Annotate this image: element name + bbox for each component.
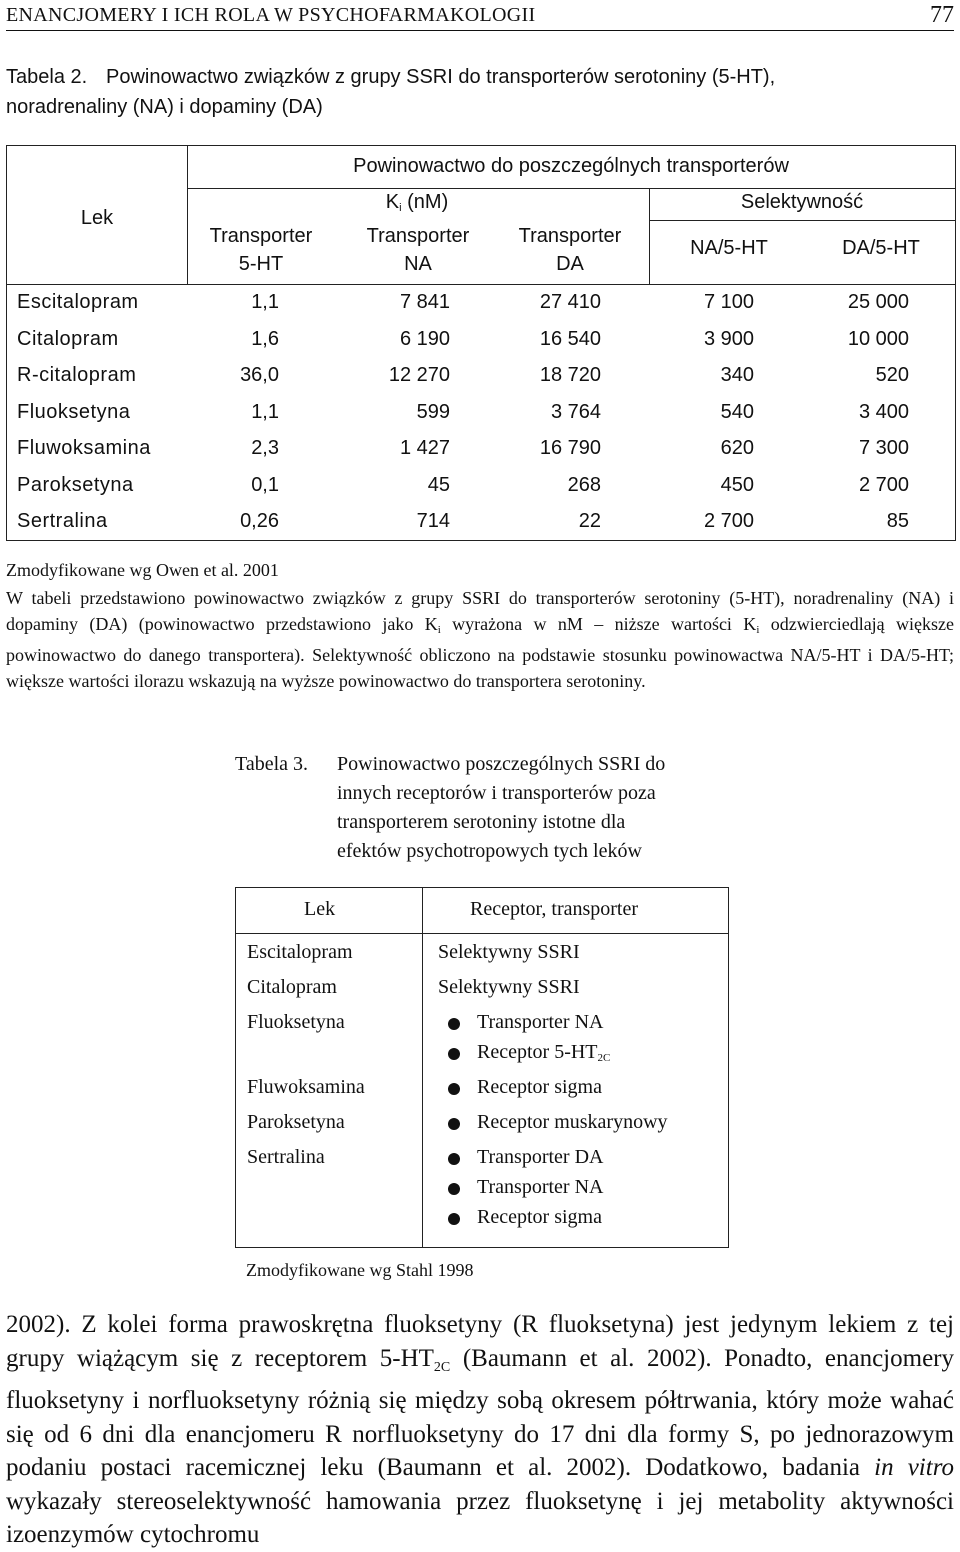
body-sub: 2C <box>433 1359 451 1375</box>
running-title: ENANCJOMERY I ICH ROLA W PSYCHOFARMAKOLOGII <box>6 4 536 26</box>
cell-5ht: 0,26 <box>240 510 279 532</box>
cell-na5ht: 620 <box>720 437 754 459</box>
cell-na5ht: 450 <box>720 474 754 496</box>
table2-caption <box>6 62 775 122</box>
table3-receptor: Receptor sigma <box>477 1206 602 1228</box>
table-row <box>7 468 955 504</box>
cell-da5ht: 85 <box>886 510 909 532</box>
table2-label: Tabela 2. <box>6 66 88 88</box>
cell-drug: Citalopram <box>17 328 119 350</box>
cell-5ht: 2,3 <box>251 437 279 459</box>
cell-da: 3 764 <box>550 401 601 423</box>
table-row <box>7 431 955 467</box>
receptor-5ht-label: Receptor 5-HT <box>477 1041 598 1063</box>
table2 <box>6 145 956 541</box>
table3-drug: Sertralina <box>247 1146 325 1168</box>
table3-caption <box>235 750 757 866</box>
cell-na5ht: 340 <box>720 364 754 386</box>
desc-sub1: i <box>437 623 441 636</box>
running-header <box>6 0 954 31</box>
bullet-icon <box>448 1083 460 1095</box>
col-da-line2: DA <box>556 253 584 275</box>
body-paragraph <box>6 1308 954 1552</box>
cell-na5ht: 3 900 <box>703 328 754 350</box>
cell-na: 599 <box>416 401 450 423</box>
table3-header-drug: Lek <box>304 898 336 920</box>
table3-receptor: Transporter NA <box>477 1176 604 1198</box>
cell-5ht: 1,1 <box>251 291 279 313</box>
cell-drug: R-citalopram <box>17 364 137 386</box>
body-italic: in vitro <box>874 1454 954 1481</box>
table3-label: Tabela 3. <box>235 753 309 775</box>
table2-col-da5ht: DA/5-HT <box>842 237 920 259</box>
bullet-icon <box>448 1018 460 1030</box>
cell-da: 16 790 <box>539 437 601 459</box>
col-5ht-line1: Transporter <box>209 225 313 247</box>
table2-header-lek: Lek <box>80 207 114 229</box>
page-number: 77 <box>930 2 954 28</box>
cell-da5ht: 3 400 <box>858 401 909 423</box>
table3-receptor: Transporter DA <box>477 1146 604 1168</box>
table3-rule <box>236 933 728 934</box>
table2-header-selectivity: Selektywność <box>740 191 864 213</box>
cell-na5ht: 2 700 <box>703 510 754 532</box>
cell-na: 12 270 <box>388 364 450 386</box>
table2-header-ki <box>317 188 517 222</box>
table-row <box>7 285 955 321</box>
cell-da5ht: 7 300 <box>858 437 909 459</box>
cell-na: 7 841 <box>399 291 450 313</box>
col-5ht-line2: 5-HT <box>238 253 284 275</box>
cell-da5ht: 25 000 <box>847 291 909 313</box>
table3-drug: Paroksetyna <box>247 1111 345 1133</box>
col-na-line1: Transporter <box>366 225 470 247</box>
table2-col-na5ht: NA/5-HT <box>690 237 768 259</box>
cell-da5ht: 520 <box>875 364 909 386</box>
table3-drug: Citalopram <box>247 976 337 998</box>
table2-col-da <box>495 222 645 278</box>
table2-caption-line2: noradrenaliny (NA) i dopaminy (DA) <box>6 96 323 118</box>
cell-drug: Escitalopram <box>17 291 139 313</box>
table3-receptor: Selektywny SSRI <box>438 976 580 998</box>
bullet-icon <box>448 1118 460 1130</box>
cell-drug: Sertralina <box>17 510 108 532</box>
desc-part3: odzwierciedlają większe powinowactwo do danego transportera). Selektywność obliczono na podstawie stosunku powinowactwa NA/5-HT i DA/5-HT; większe wartości ilorazu wskazują na wyższe powinowactwo do transportera serotoniny. <box>6 613 955 691</box>
cell-da: 268 <box>567 474 601 496</box>
table3-caption-line: transporterem serotoniny istotne dla <box>337 811 626 833</box>
table3-receptor: Receptor sigma <box>477 1076 602 1098</box>
cell-5ht: 36,0 <box>240 364 279 386</box>
col-da-line1: Transporter <box>518 225 622 247</box>
table2-description <box>6 586 954 694</box>
cell-da: 27 410 <box>539 291 601 313</box>
table3 <box>235 887 729 1248</box>
col-na-line2: NA <box>404 253 432 275</box>
body-part1: 2002). Z kolei forma prawoskrętna fluoksetyny (R fluoksetyna) jest jedynym lekiem z tej grupy wiążącym się z receptorem 5-HT <box>6 1311 954 1372</box>
cell-na: 714 <box>416 510 450 532</box>
table-row <box>7 504 955 540</box>
table-row <box>7 395 955 431</box>
table3-caption-line: efektów psychotropowych tych leków <box>337 840 642 862</box>
cell-5ht: 0,1 <box>251 474 279 496</box>
table2-col-5ht <box>187 222 335 278</box>
cell-na: 45 <box>427 474 450 496</box>
table-row <box>7 358 955 394</box>
cell-5ht: 1,1 <box>251 401 279 423</box>
table2-caption-line1: Powinowactwo związków z grupy SSRI do transporterów serotoniny (5-HT), <box>106 66 776 88</box>
desc-part1: W tabeli przedstawiono powinowactwo związków z grupy SSRI do transporterów serotoniny (5-HT), noradrenaliny (NA) i dopaminy (DA) (powinowactwo przedstawiono jako K <box>6 588 954 634</box>
table3-receptor: Transporter NA <box>477 1011 604 1033</box>
cell-da: 18 720 <box>539 364 601 386</box>
table3-rule <box>422 888 423 1247</box>
cell-5ht: 1,6 <box>251 328 279 350</box>
desc-sub2: i <box>756 623 760 636</box>
table3-drug: Escitalopram <box>247 941 353 963</box>
table3-header-receptor: Receptor, transporter <box>470 898 639 920</box>
table3-drug: Fluoksetyna <box>247 1011 345 1033</box>
table3-source: Zmodyfikowane wg Stahl 1998 <box>246 1260 474 1280</box>
ki-unit: (nM) <box>401 191 449 213</box>
cell-drug: Fluwoksamina <box>17 437 151 459</box>
cell-da5ht: 10 000 <box>847 328 909 350</box>
receptor-5ht-sub: 2C <box>597 1052 611 1064</box>
ki-k: K <box>385 191 400 213</box>
table3-receptor: Selektywny SSRI <box>438 941 580 963</box>
table3-receptor: Receptor muskarynowy <box>477 1111 668 1133</box>
cell-da: 16 540 <box>539 328 601 350</box>
bullet-icon <box>448 1183 460 1195</box>
cell-drug: Fluoksetyna <box>17 401 131 423</box>
desc-part2: wyrażona w nM – niższe wartości K <box>440 613 757 634</box>
bullet-icon <box>448 1048 460 1060</box>
table2-header-group: Powinowactwo do poszczególnych transporterów <box>353 155 789 177</box>
table-row <box>7 322 955 358</box>
bullet-icon <box>448 1213 460 1225</box>
cell-da: 22 <box>578 510 601 532</box>
bullet-icon <box>448 1153 460 1165</box>
table2-source: Zmodyfikowane wg Owen et al. 2001 <box>6 560 279 580</box>
table2-rule <box>649 220 955 221</box>
table3-receptor <box>477 1041 610 1064</box>
cell-na5ht: 540 <box>720 401 754 423</box>
table2-col-na <box>343 222 493 278</box>
cell-na: 1 427 <box>399 437 450 459</box>
table3-caption-line: Powinowactwo poszczególnych SSRI do <box>337 753 666 775</box>
table3-caption-line: innych receptorów i transporterów poza <box>337 782 656 804</box>
cell-drug: Paroksetyna <box>17 474 134 496</box>
ki-sub: i <box>399 202 402 214</box>
cell-na5ht: 7 100 <box>703 291 754 313</box>
cell-da5ht: 2 700 <box>858 474 909 496</box>
cell-na: 6 190 <box>399 328 450 350</box>
body-part3: wykazały stereoselektywność hamowania przez fluoksetynę i jej metabolity aktywności izoenzymów cytochromu <box>6 1487 954 1548</box>
table3-drug: Fluwoksamina <box>247 1076 365 1098</box>
body-part2: (Baumann et al. 2002). Ponadto, enancjomery fluoksetyny i norfluoksetyny różnią się między sobą okresem półtrwania, który może wahać się od 6 dni dla enancjomeru R norfluoksetyny do 17 dni dla formy S, po jednorazowym podaniu postaci racemicznej leku (Baumann et al. 2002). Dodatkowo, badania <box>6 1344 954 1481</box>
